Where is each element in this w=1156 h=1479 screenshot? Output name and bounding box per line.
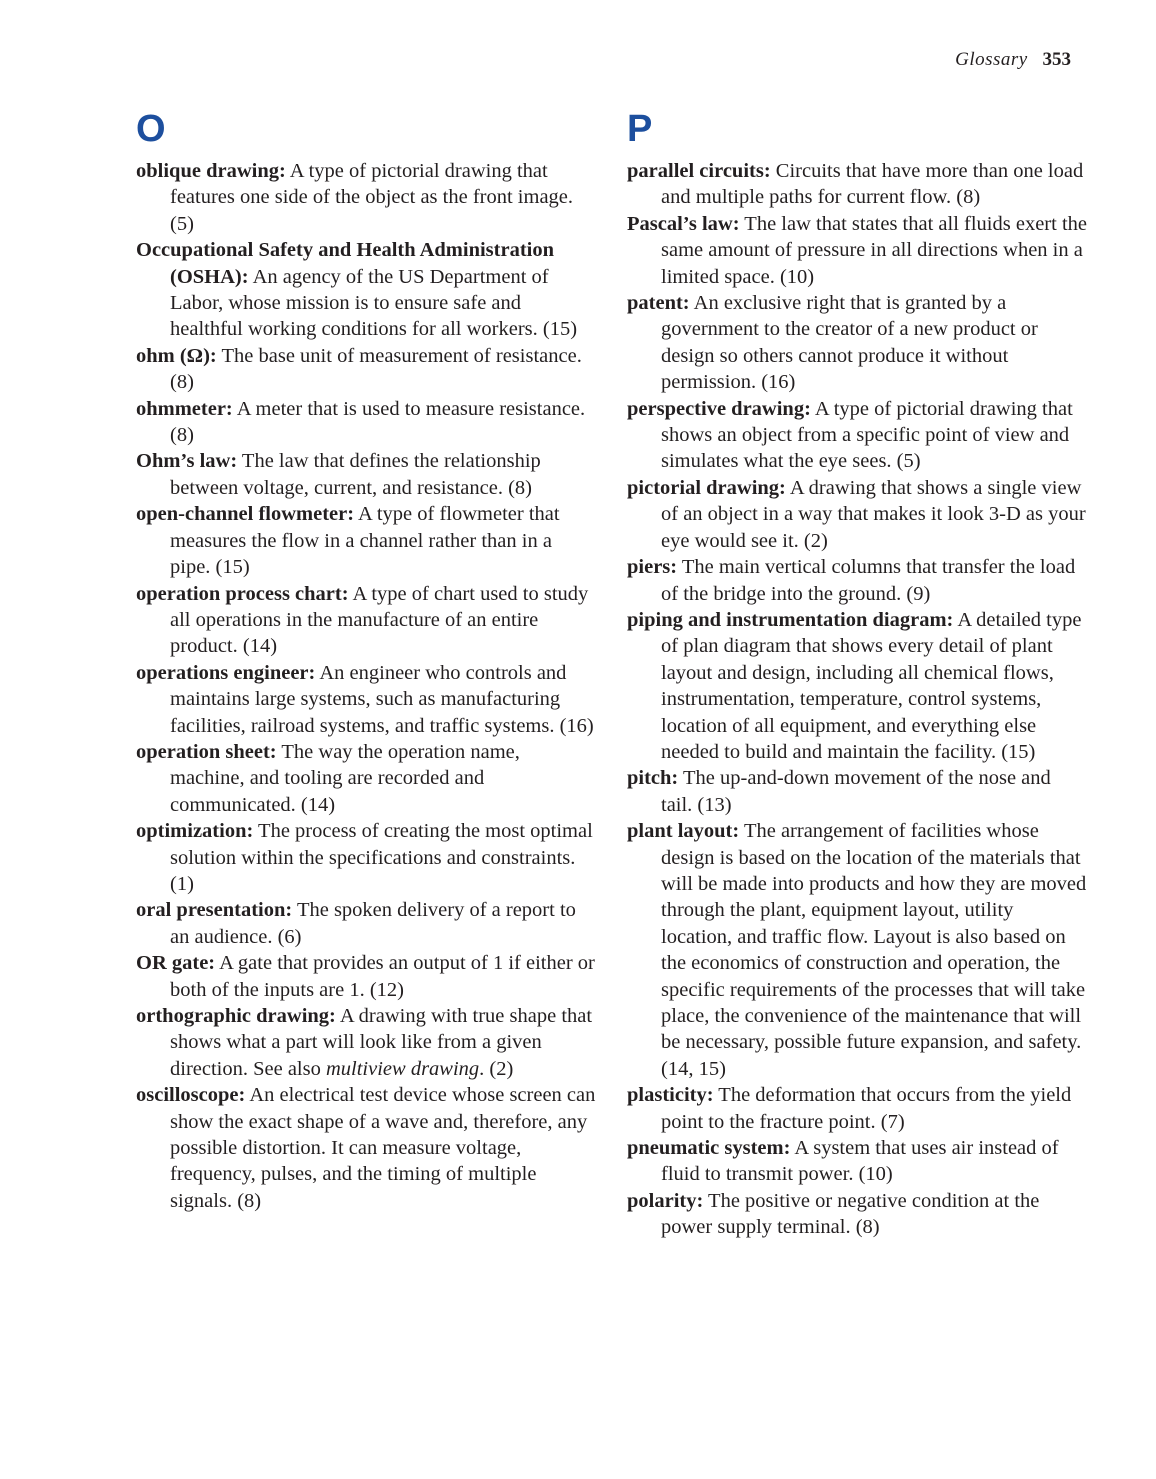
entry-term: plant layout:	[627, 820, 740, 843]
glossary-entry	[136, 1082, 596, 1214]
glossary-entry	[136, 448, 596, 501]
glossary-entry	[627, 475, 1087, 554]
glossary-entry	[136, 581, 596, 660]
page-number: 353	[1042, 49, 1071, 70]
entry-definition: A drawing that shows a single view of an object in a way that makes it look 3-D as your eye would see it. (2)	[661, 476, 1086, 552]
entry-definition: An agency of the US Department of Labor, whose mission is to ensure safe and healthful working conditions for all workers. (15)	[170, 265, 578, 341]
entry-definition: A drawing with true shape that shows what a part will look like from a given direction. See also	[170, 1005, 593, 1080]
entry-term: oral presentation:	[136, 899, 293, 922]
entry-term: optimization:	[136, 820, 254, 843]
glossary-entry	[627, 158, 1087, 211]
glossary-entry	[627, 1082, 1087, 1135]
entry-term: oblique drawing:	[136, 160, 286, 182]
entry-term: pitch:	[627, 767, 679, 790]
entry-definition: An exclusive right that is granted by a government to the creator of a new product or design so others cannot produce it without permission. (16)	[661, 292, 1038, 394]
glossary-entry	[136, 950, 596, 1003]
glossary-entry	[136, 897, 596, 950]
glossary-entry	[627, 607, 1087, 765]
glossary-entry	[627, 765, 1087, 818]
glossary-entry	[627, 554, 1087, 607]
glossary-entry	[627, 818, 1087, 1082]
entry-definition: The process of creating the most optimal solution within the specifications and constraints. (1)	[170, 820, 593, 895]
entry-definition: The spoken delivery of a report to an audience. (6)	[170, 899, 576, 948]
glossary-entry	[136, 739, 596, 818]
entry-definition: A meter that is used to measure resistance. (8)	[170, 397, 586, 447]
entry-term: parallel circuits:	[627, 160, 771, 182]
entry-definition: The way the operation name, machine, and tooling are recorded and communicated. (14)	[170, 740, 520, 816]
entry-definition: An engineer who controls and maintains large systems, such as manufacturing facilities, railroad systems, and traffic systems. (16)	[170, 661, 594, 737]
glossary-entry	[136, 158, 596, 237]
entry-definition: An electrical test device whose screen can show the exact shape of a wave and, therefore, any possible distortion. It can measure voltage, frequency, pulses, and the timing of multiple signals. (8)	[170, 1084, 596, 1212]
entry-term: operation process chart:	[136, 582, 349, 605]
entry-term: Ohm’s law:	[136, 450, 238, 473]
glossary-entry	[136, 237, 596, 343]
entry-definition: A gate that provides an output of 1 if either or both of the inputs are 1. (12)	[170, 952, 595, 1001]
entry-definition: A detailed type of plan diagram that shows every detail of plant layout and design, including all chemical flows, instrumentation, temperature, control systems, location of all equipment, and everything else needed to build and maintain the facility. (15)	[661, 608, 1082, 763]
entry-definition-end: . (2)	[479, 1057, 514, 1080]
entry-term: ohm (Ω):	[136, 344, 217, 367]
glossary-entry	[136, 343, 596, 396]
entry-term: oscilloscope:	[136, 1084, 246, 1107]
entry-term: pneumatic system:	[627, 1137, 791, 1160]
entry-term: orthographic drawing:	[136, 1005, 336, 1027]
entry-term: operations engineer:	[136, 661, 316, 684]
glossary-entry	[627, 1188, 1087, 1241]
entry-term: patent:	[627, 292, 690, 315]
entry-term: perspective drawing:	[627, 397, 811, 420]
entry-term: plasticity:	[627, 1084, 714, 1107]
entry-definition: A type of pictorial drawing that shows an object from a specific point of view and simulates what the eye sees. (5)	[661, 397, 1073, 473]
entry-definition: The deformation that occurs from the yield point to the fracture point. (7)	[661, 1084, 1072, 1133]
running-head-title: Glossary	[955, 49, 1028, 70]
entry-term: open-channel flowmeter:	[136, 503, 355, 526]
section-letter-heading: P	[627, 108, 653, 150]
glossary-entry	[627, 290, 1087, 396]
entry-definition: A system that uses air instead of fluid to transmit power. (10)	[661, 1137, 1059, 1186]
glossary-entry	[136, 660, 596, 739]
entry-term: OR gate:	[136, 952, 216, 975]
running-head	[955, 48, 1071, 72]
cross-reference: multiview drawing	[325, 1057, 480, 1080]
glossary-entry	[136, 1003, 596, 1082]
entry-definition: The positive or negative condition at the power supply terminal. (8)	[661, 1189, 1040, 1239]
entry-term: operation sheet:	[136, 740, 277, 763]
entry-definition: A type of pictorial drawing that features one side of the object as the front image. (5)	[170, 160, 574, 235]
entry-term: ohmmeter:	[136, 397, 233, 420]
entry-definition: The law that defines the relationship between voltage, current, and resistance. (8)	[170, 450, 541, 499]
entry-term: polarity:	[627, 1189, 704, 1212]
glossary-entry	[627, 1135, 1087, 1188]
entry-term: piping and instrumentation diagram:	[627, 608, 954, 631]
entry-term: Pascal’s law:	[627, 212, 740, 235]
entry-definition: A type of chart used to study all operations in the manufacture of an entire product. (14)	[170, 582, 589, 658]
entry-definition: The base unit of measurement of resistance. (8)	[170, 344, 582, 394]
entry-definition: The main vertical columns that transfer the load of the bridge into the ground. (9)	[661, 556, 1076, 605]
glossary-entry	[627, 396, 1087, 475]
glossary-column-o	[136, 105, 596, 1214]
glossary-entry	[136, 501, 596, 580]
glossary-column-p	[627, 105, 1087, 1241]
entry-term: pictorial drawing:	[627, 476, 786, 499]
entry-definition: The law that states that all fluids exert the same amount of pressure in all directions when in a limited space. (10)	[661, 212, 1087, 288]
section-letter-heading: O	[136, 108, 166, 150]
entry-definition: The up-and-down movement of the nose and tail. (13)	[661, 767, 1051, 816]
entry-definition: Circuits that have more than one load and multiple paths for current flow. (8)	[661, 160, 1084, 209]
glossary-entry	[627, 211, 1087, 290]
glossary-entry	[136, 818, 596, 897]
entry-definition: The arrangement of facilities whose design is based on the location of the materials that will be made into products and how they are moved through the plant, equipment layout, utility location, and traffic flow. Layout is also based on the economics of construction and operation, the specific requirements of the processes that will take place, the convenience of the maintenance that will be necessary, possible future expansion, and safety. (14, 15)	[661, 820, 1087, 1080]
entry-definition: A type of flowmeter that measures the flow in a channel rather than in a pipe. (15)	[170, 503, 560, 579]
glossary-entry	[136, 396, 596, 449]
entry-term: piers:	[627, 556, 678, 579]
entry-term: Occupational Safety and Health Administration (OSHA):	[136, 239, 555, 288]
